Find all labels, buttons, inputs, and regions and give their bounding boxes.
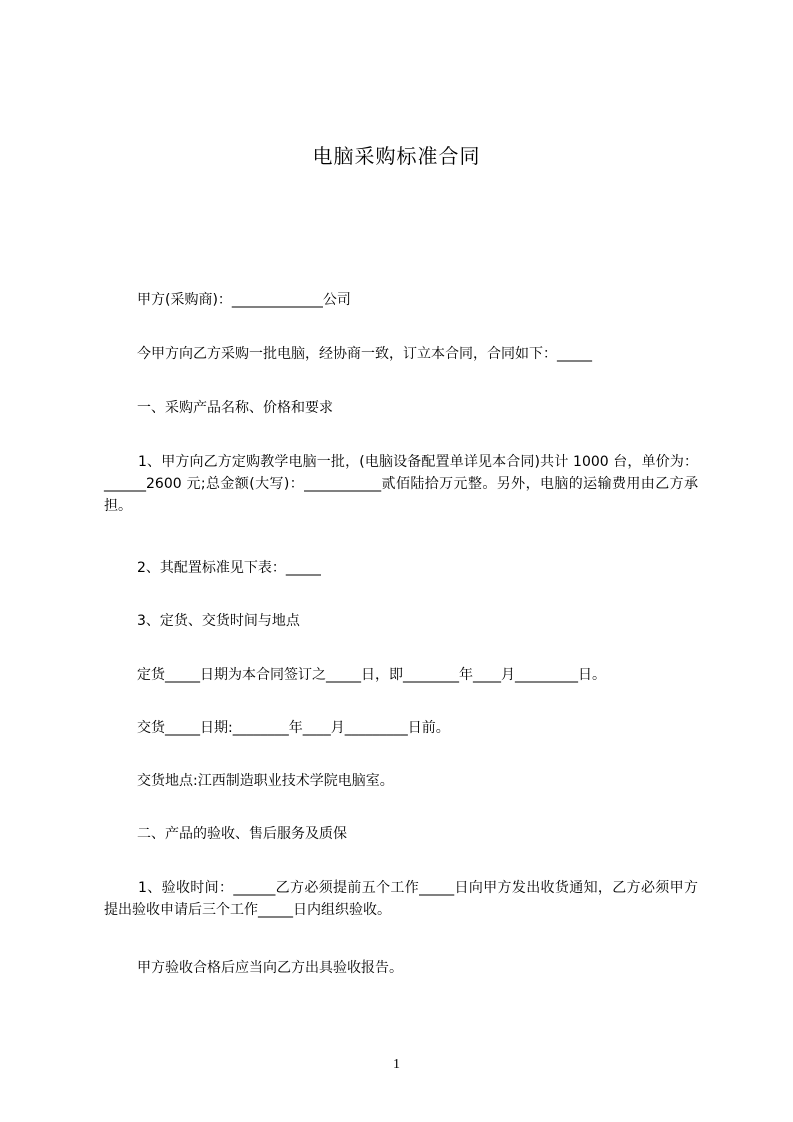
acceptance-time-paragraph: 1、验收时间：______乙方必须提前五个工作_____日向甲方发出收货通知，乙方必须甲方提出验收申请后三个工作_____日内组织验收。 <box>104 880 698 918</box>
party-a-line: 甲方(采购商)：_____________公司 <box>137 292 351 308</box>
document-title: 电脑采购标准合同 <box>312 144 481 168</box>
section-2-heading: 二、产品的验收、售后服务及质保 <box>137 826 347 842</box>
delivery-date-line: 交货_____日期:________年____月_________日前。 <box>137 720 450 736</box>
item-2-paragraph: 2、其配置标准见下表：_____ <box>137 560 321 576</box>
item-3-heading: 3、定货、交货时间与地点 <box>137 613 300 629</box>
intro-paragraph: 今甲方向乙方采购一批电脑，经协商一致，订立本合同，合同如下：_____ <box>137 346 592 362</box>
page-number: 1 <box>393 1057 400 1072</box>
acceptance-report-line: 甲方验收合格后应当向乙方出具验收报告。 <box>137 960 403 976</box>
item-1-paragraph: 1、甲方向乙方定购教学电脑一批，(电脑设备配置单详见本合同)共计 1000 台，单价为：______2600 元;总金额(大写)：___________贰佰陆拾万元整。另外，电脑的运输费用由乙方承担。 <box>104 454 698 514</box>
order-date-line: 定货_____日期为本合同签订之_____日，即________年____月_________日。 <box>137 667 606 683</box>
section-1-heading: 一、采购产品名称、价格和要求 <box>137 400 333 416</box>
delivery-place-line: 交货地点:江西制造职业技术学院电脑室。 <box>137 773 394 789</box>
